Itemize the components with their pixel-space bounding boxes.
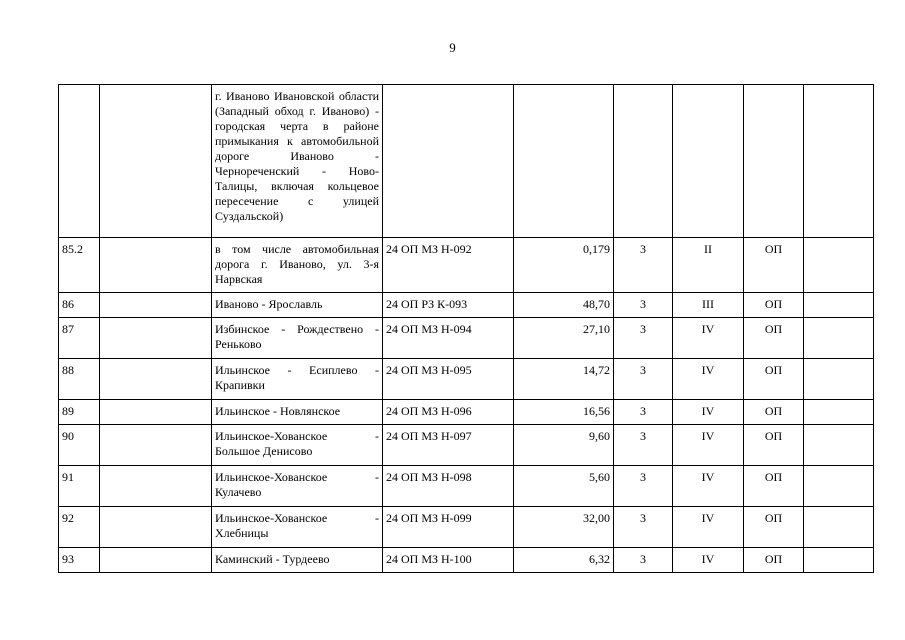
roads-table <box>58 84 874 573</box>
road-length: 48,70 <box>514 293 614 318</box>
road-lanes: 3 <box>614 507 673 548</box>
road-name: Избинское - Рождествено - Реньково <box>212 318 383 359</box>
road-lanes: 3 <box>614 238 673 293</box>
table-row <box>59 507 874 548</box>
road-name: Каминский - Турдеево <box>212 548 383 573</box>
road-category <box>673 85 744 238</box>
road-length: 9,60 <box>514 425 614 466</box>
empty-cell <box>100 507 212 548</box>
road-significance: ОП <box>744 507 804 548</box>
row-number: 93 <box>59 548 100 573</box>
road-significance: ОП <box>744 466 804 507</box>
row-number: 89 <box>59 400 100 425</box>
row-number: 91 <box>59 466 100 507</box>
empty-cell <box>804 238 874 293</box>
empty-cell <box>100 466 212 507</box>
road-name: Ильинское-Хованское - Кулачево <box>212 466 383 507</box>
road-category: IV <box>673 548 744 573</box>
table-row <box>59 548 874 573</box>
row-number: 92 <box>59 507 100 548</box>
road-lanes: 3 <box>614 425 673 466</box>
empty-cell <box>100 359 212 400</box>
table-row <box>59 318 874 359</box>
empty-cell <box>100 425 212 466</box>
road-category: IV <box>673 507 744 548</box>
row-number: 88 <box>59 359 100 400</box>
empty-cell <box>804 507 874 548</box>
empty-cell <box>804 293 874 318</box>
road-significance: ОП <box>744 238 804 293</box>
table-row <box>59 85 874 238</box>
road-name: Ильинское-Хованское - Большое Денисово <box>212 425 383 466</box>
road-category: III <box>673 293 744 318</box>
road-name: Ильинское - Новлянское <box>212 400 383 425</box>
road-significance <box>744 85 804 238</box>
page-number: 9 <box>449 40 456 55</box>
road-category: IV <box>673 466 744 507</box>
road-id: 24 ОП МЗ Н-098 <box>383 466 514 507</box>
empty-cell <box>100 85 212 238</box>
road-length: 27,10 <box>514 318 614 359</box>
road-lanes: 3 <box>614 318 673 359</box>
road-length: 14,72 <box>514 359 614 400</box>
road-significance: ОП <box>744 400 804 425</box>
empty-cell <box>804 466 874 507</box>
row-number: 86 <box>59 293 100 318</box>
road-id: 24 ОП МЗ Н-096 <box>383 400 514 425</box>
road-length <box>514 85 614 238</box>
road-id <box>383 85 514 238</box>
road-lanes: 3 <box>614 466 673 507</box>
road-significance: ОП <box>744 425 804 466</box>
table-row <box>59 466 874 507</box>
road-length: 6,32 <box>514 548 614 573</box>
empty-cell <box>804 85 874 238</box>
road-length: 16,56 <box>514 400 614 425</box>
road-lanes: 3 <box>614 293 673 318</box>
empty-cell <box>804 359 874 400</box>
road-category: IV <box>673 359 744 400</box>
road-id: 24 ОП МЗ Н-095 <box>383 359 514 400</box>
road-significance: ОП <box>744 318 804 359</box>
road-length: 5,60 <box>514 466 614 507</box>
empty-cell <box>100 548 212 573</box>
empty-cell <box>100 318 212 359</box>
road-significance: ОП <box>744 359 804 400</box>
road-name: Ильинское-Хованское - Хлебницы <box>212 507 383 548</box>
row-number: 90 <box>59 425 100 466</box>
road-length: 32,00 <box>514 507 614 548</box>
table-row <box>59 400 874 425</box>
road-lanes: 3 <box>614 548 673 573</box>
road-id: 24 ОП МЗ Н-099 <box>383 507 514 548</box>
road-id: 24 ОП МЗ Н-100 <box>383 548 514 573</box>
empty-cell <box>100 238 212 293</box>
road-name: г. Иваново Ивановской области (Западный обход г. Иваново) - городская черта в районе примыкания к автомобильной дороге Иваново - Чернореченский - Ново-Талицы, включая кольцевое пересечение с улицей Суздальской) <box>212 85 383 238</box>
road-name: Иваново - Ярославль <box>212 293 383 318</box>
road-id: 24 ОП МЗ Н-097 <box>383 425 514 466</box>
road-significance: ОП <box>744 548 804 573</box>
road-id: 24 ОП РЗ К-093 <box>383 293 514 318</box>
road-name: Ильинское - Есиплево - Крапивки <box>212 359 383 400</box>
row-number <box>59 85 100 238</box>
road-name: в том числе автомобильная дорога г. Иваново, ул. 3-я Нарвская <box>212 238 383 293</box>
road-significance: ОП <box>744 293 804 318</box>
road-lanes <box>614 85 673 238</box>
empty-cell <box>100 293 212 318</box>
road-category: II <box>673 238 744 293</box>
road-lanes: 3 <box>614 400 673 425</box>
row-number: 85.2 <box>59 238 100 293</box>
road-length: 0,179 <box>514 238 614 293</box>
empty-cell <box>804 548 874 573</box>
table-row <box>59 238 874 293</box>
empty-cell <box>804 425 874 466</box>
row-number: 87 <box>59 318 100 359</box>
road-lanes: 3 <box>614 359 673 400</box>
table-row <box>59 293 874 318</box>
road-category: IV <box>673 400 744 425</box>
empty-cell <box>804 400 874 425</box>
empty-cell <box>804 318 874 359</box>
table-row <box>59 425 874 466</box>
road-id: 24 ОП МЗ Н-094 <box>383 318 514 359</box>
empty-cell <box>100 400 212 425</box>
table-row <box>59 359 874 400</box>
road-id: 24 ОП МЗ Н-092 <box>383 238 514 293</box>
road-category: IV <box>673 318 744 359</box>
road-category: IV <box>673 425 744 466</box>
